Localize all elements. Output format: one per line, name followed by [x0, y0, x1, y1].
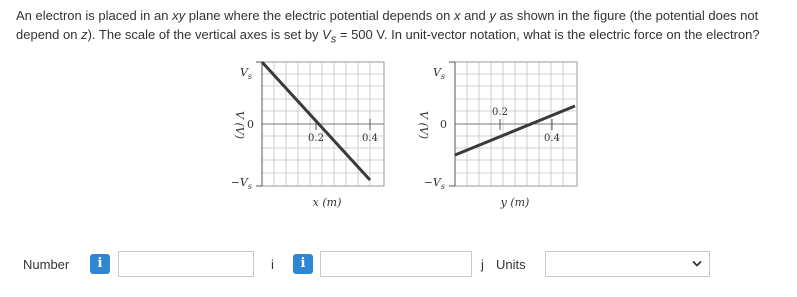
units-label: Units: [496, 257, 526, 272]
units-dropdown[interactable]: [545, 251, 710, 277]
i-component-input[interactable]: [118, 251, 254, 277]
question-var-z: z: [81, 27, 88, 42]
left-x-tick-label-1: 0.2: [308, 133, 324, 144]
left-x-tick-label-2: 0.4: [362, 133, 378, 144]
right-x-tick-label-2: 0.4: [544, 133, 560, 144]
left-y-tick-top: $V_s$: [239, 66, 252, 81]
answer-row: [0, 248, 797, 280]
left-x-axis-title: x (m): [312, 196, 342, 209]
left-potential-line: [262, 62, 370, 180]
question-var-x: x: [453, 8, 461, 23]
question-var-xy: xy: [172, 8, 186, 23]
info-icon[interactable]: i: [293, 254, 313, 274]
question-part: = 500 V. In unit-vector notation, what is the electric force on the electron?: [336, 27, 760, 42]
question-part: An electron is placed in an: [16, 8, 173, 23]
i-unit-vector-label: i: [271, 257, 274, 272]
right-plot: [417, 62, 577, 209]
right-x-tick-label-1: 0.2: [492, 107, 508, 118]
left-y-tick-zero: 0: [247, 118, 254, 131]
question-part: as shown in the figure (the potential does not depend on: [16, 8, 759, 42]
question-var-vs-sub: s: [330, 33, 337, 46]
j-unit-vector-label: j: [481, 257, 484, 272]
left-plot: [231, 62, 384, 209]
question-part: plane where the electric potential depends on: [185, 8, 454, 23]
right-x-axis-title: y (m): [500, 196, 530, 209]
right-y-tick-bottom: $-V_s$: [423, 176, 445, 191]
j-component-input[interactable]: [320, 251, 472, 277]
info-icon[interactable]: i: [90, 254, 110, 274]
left-y-tick-bottom: $-V_s$: [230, 176, 252, 191]
right-y-tick-top: $V_s$: [432, 66, 445, 81]
question-part: and: [460, 8, 490, 23]
right-y-axis-title: V (V): [417, 111, 430, 139]
left-y-axis-title: V (V): [233, 111, 246, 139]
number-label: Number: [23, 257, 70, 272]
right-y-tick-zero: 0: [440, 118, 447, 131]
question-part: ). The scale of the vertical axes is set by: [87, 27, 323, 42]
question-var-y: y: [489, 8, 496, 23]
chevron-down-icon: [692, 259, 702, 269]
question-var-vs: V: [322, 27, 331, 42]
